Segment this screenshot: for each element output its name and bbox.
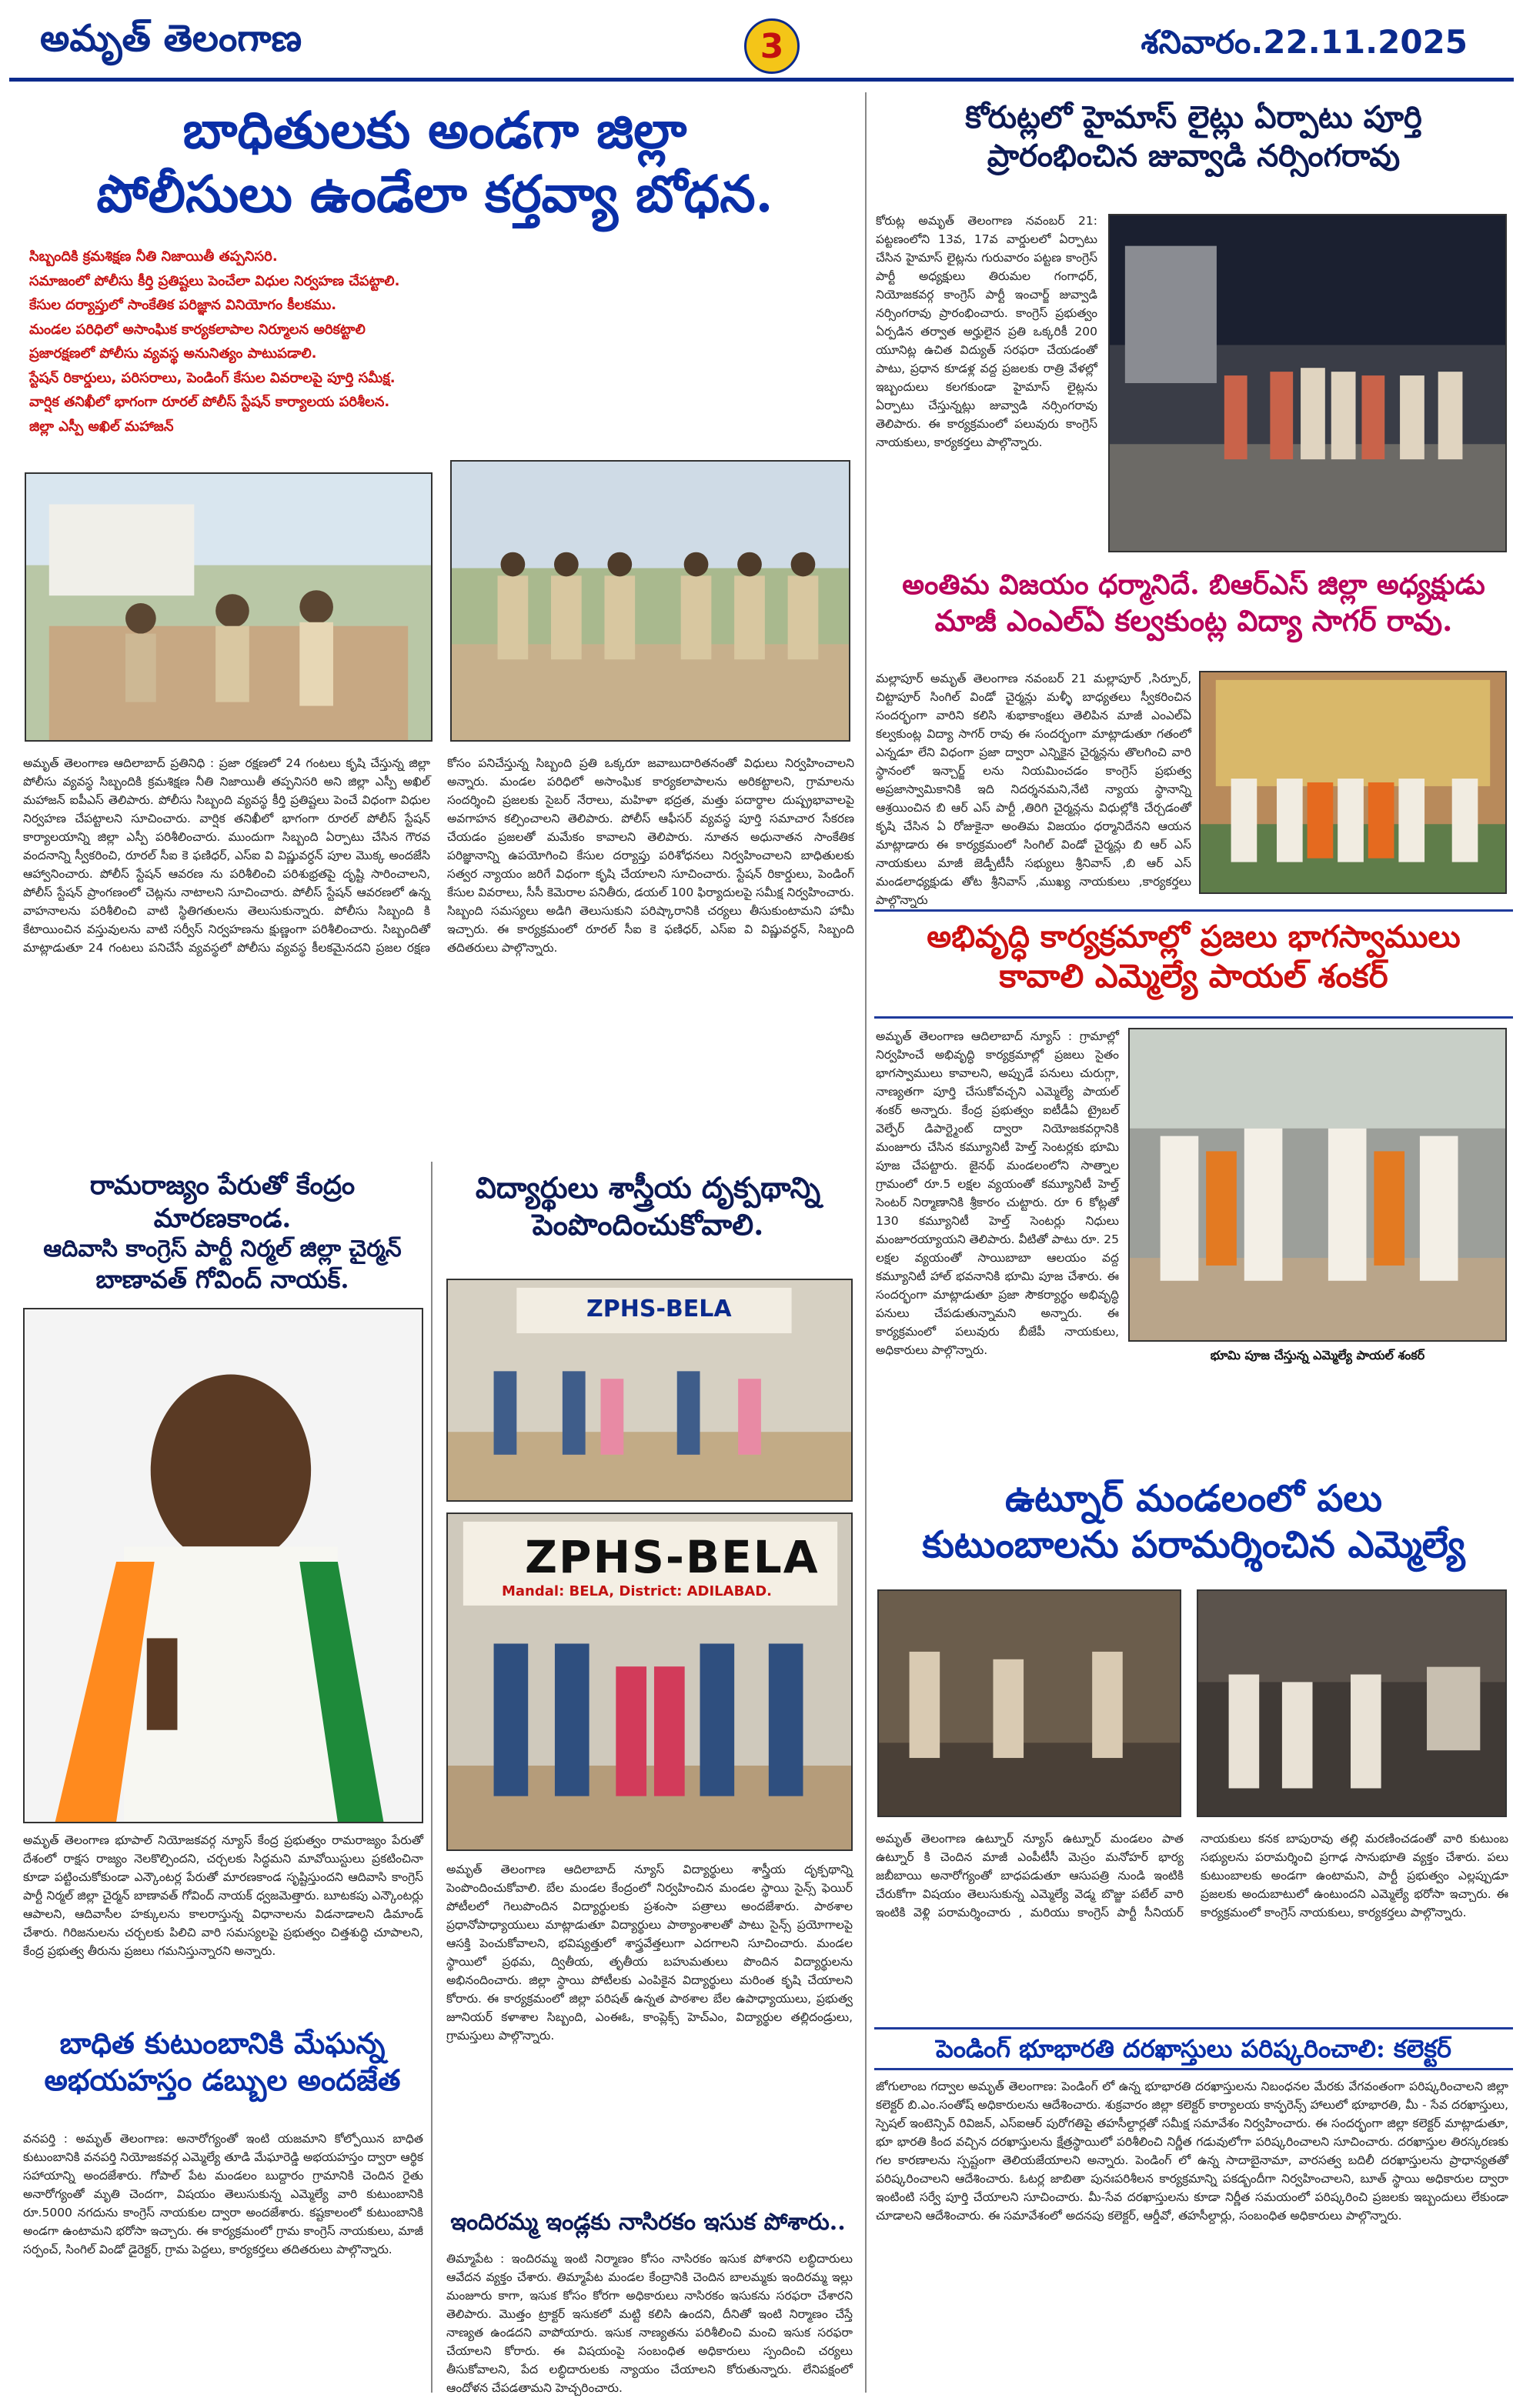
headline-line-2: పెంపొందించుకోవాలి. — [532, 1206, 764, 1242]
utnoor-article-body: అమృత్ తెలంగాణ ఉట్నూర్ న్యూస్ ఉట్నూర్ మండలం పాత ఉట్నూర్ కి చెందిన మాజీ ఎంపీటీసీ మెస్రం మనోహర్ భార్య జబీబాయి అనారోగ్యంతో బాధపడుతూ ఆసుపత్రి నుండి ఇంటికి చేరుకోగా విషయం తెలుసుకున్న ఎమ్మెల్యే వెడ్మ బొజ్జు పటేల్ వారి ఇంటికి వెళ్లి పరామర్శించారు , మరియు కాంగ్రెస్ పార్టీ సీనియర్ నాయకులు కనక బాపురావు తల్లి మరణించడంతో వారి కుటుంబ సభ్యులను పరామర్శించి ప్రగాఢ సానుభూతి వ్యక్తం చేశారు. పలు కుటుంబాలకు అండగా ఉంటామని, పార్టీ ప్రభుత్వం ఎల్లప్పుడూ ప్రజలకు అందుబాటులో ఉంటుందని ఎమ్మెల్యే భరోసా ఇచ్చారు. ఈ కార్యక్రమంలో కాంగ్రెస్ నాయకులు, కార్యకర్తలు పాల్గొన్నారు. — [876, 1832, 1508, 1920]
masthead — [9, 8, 1514, 82]
article-govind-headline — [18, 1169, 426, 1300]
brs-photo — [1199, 671, 1507, 894]
headline-line-2: పోలీసులు ఉండేలా కర్తవ్యా బోధన. — [96, 163, 773, 224]
column-divider — [431, 1162, 433, 2393]
highlight-item: కేసుల దర్యాప్తులో సాంకేతిక పరిజ్ఞాన వినియోగం కీలకము. — [29, 297, 337, 313]
highlight-item: స్టేషన్ రికార్డులు, పరిసరాలు, పెండింగ్ కేసుల వివరాలపై పూర్తి సమీక్ష. — [29, 369, 396, 386]
issue-date: శనివారం.22.11.2025 — [1141, 23, 1468, 61]
science-article-body: అమృత్ తెలంగాణ ఆదిలాబాద్ న్యూస్ విద్యార్థులు శాస్త్రీయ దృక్పథాన్ని పెంపొందించుకోవాలి. బేల మండల కేంద్రంలో నిర్వహించిన మండల స్థాయి సైన్స్ ఫెయిర్ పోటీలలో గెలుపొందిన విద్యార్థులకు ప్రశంసా పత్రాలు అందజేశారు. పాఠశాల ప్రధానోపాధ్యాయులు మాట్లాడుతూ విద్యార్థులు పాఠ్యాంశాలతో పాటు సైన్స్ ప్రయోగాలపై ఆసక్తి పెంచుకోవాలని, భవిష్యత్తులో శాస్త్రవేత్తలుగా ఎదగాలని సూచించారు. మండల స్థాయిలో ప్రథమ, ద్వితీయ, తృతీయ బహుమతులు పొందిన విద్యార్థులను అభినందించారు. జిల్లా స్థాయి పోటీలకు ఎంపికైన విద్యార్థులు మరింత కృషి చేయాలని కోరారు. ఈ కార్యక్రమంలో జిల్లా పరిషత్ ఉన్నత పాఠశాల బేల ఉపాధ్యాయులు, ప్రభుత్వ జూనియర్ కళాశాల సిబ్బంది, ఎంఈఓ, కాంప్లెక్స్ హెచ్ఎం, విద్యార్థుల తల్లిదండ్రులు, గ్రామస్తులు పాల్గొన్నారు. — [446, 1863, 853, 2043]
article-korutla-headline — [874, 98, 1513, 206]
article-brs-headline — [874, 568, 1513, 668]
school-sign-district: Mandal: BELA, District: ADILABAD. — [502, 1583, 773, 1599]
highlight-item: సమాజంలో పోలీసు కీర్తి ప్రతిష్టలు పెంచేలా విధుల నిర్వహణ చేపట్టాలి. — [29, 272, 400, 289]
payal-photo — [1128, 1028, 1507, 1342]
brs-article-body: మల్లాపూర్ అమృత్ తెలంగాణ నవంబర్ 21 మల్లాపూర్ ,సిర్పూర్, చిట్టాపూర్ సింగిల్ విండో చైర్మన్లు మళ్ళీ బాధ్యతలు స్వీకరించిన సందర్భంగా వారిని కలిసి శుభాకాంక్షలు తెలిపిన మాజీ ఎంఎల్ఏ కల్వకుంట్ల విద్యా సాగర్ రావు ఈ సందర్భంగా మాట్లాడుతూ గతంలో ఎన్నడూ లేని విధంగా ప్రజా ద్వారా ఎన్నికైన చైర్మన్లను తొలగించి వారి స్థానంలో ఇన్చార్జ్ లను నియమించడం కాంగ్రెస్ ప్రభుత్వ అప్రజాస్వామికానికి ఇది నిదర్శనమని,నేటి న్యాయ స్థానాన్ని ఆశ్రయించిన బి ఆర్ ఎస్ పార్టీ ,తిరిగి చైర్మన్లను విధుల్లోకి చేర్చడంతో కృషి చేసిన ఏ రోజుకైనా అంతిమ విజయం ధర్మానిదేనని ఆయన మాట్లాడారు ఈ కార్యక్రమంలో సింగిల్ విండో చైర్మన్లు బి ఆర్ ఎస్ నాయకులు మాజీ జెడ్పీటీసీ సభ్యులు శ్రీనివాస్ ,బి ఆర్ ఎస్ మండలాధ్యక్షుడు తోట శ్రీనివాస్ ,ముఖ్య నాయకులు ,కార్యకర్తలు పాల్గొన్నారు — [876, 672, 1191, 908]
utnoor-photo-1 — [877, 1589, 1181, 1817]
headline-line-1: రామరాజ్యం పేరుతో కేంద్రం మారణకాండ. — [89, 1170, 356, 1234]
headline-line-2: ప్రారంభించిన జువ్వాడి నర్సింగరావు — [987, 138, 1401, 174]
newspaper-title: అమృత్ తెలంగాణ — [40, 16, 302, 60]
headline-line-1: విద్యార్థులు శాస్త్రీయ దృక్పథాన్ని — [475, 1170, 821, 1205]
highlight-item: వార్షిక తనిఖీలో భాగంగా రూరల్ పోలీస్ స్టేషన్ కార్యాలయ పరిశీలన. — [29, 394, 390, 410]
article-sand-headline — [440, 2208, 856, 2248]
collector-article-body: జోగులాంబ గద్వాల అమృత్ తెలంగాణ: పెండింగ్ లో ఉన్న భూభారతి దరఖాస్తులను నిబంధనల మేరకు వేగవంతంగా పరిష్కరించాలని జిల్లా కలెక్టర్ బి.ఎం.సంతోష్ అధికారులను ఆదేశించారు. శుక్రవారం జిల్లా కలెక్టర్ కార్యాలయ కాన్ఫరెన్స్ హాలులో భూభారతి, మీ - సేవ దరఖాస్తులు, స్పెషల్ ఇంటెన్సివ్ రివిజన్, ఎస్ఐఆర్ పురోగతిపై తహసీల్దార్లతో సమీక్ష సమావేశం నిర్వహించారు. ఈ సందర్భంగా జిల్లా కలెక్టర్ మాట్లాడుతూ, భూ భారతి కింద వచ్చిన దరఖాస్తులను క్షేత్రస్థాయిలో పరిశీలించి నిర్ణీత గడువులోగా పరిష్కరించాలని సూచించారు. దరఖాస్తుల తిరస్కరణకు గల కారణాలను స్పష్టంగా తెలియజేయాలని అన్నారు. పెండింగ్ లో ఉన్న సాదాబైనామా, వారసత్వ బదిలీ దరఖాస్తులను ప్రాధాన్యతతో పరిష్కరించాలని ఆదేశించారు. ఓటర్ల జాబితా పునఃపరిశీలన కార్యక్రమాన్ని పకడ్బందీగా నిర్వహించాలని, బూత్ స్థాయి అధికారుల ద్వారా ఇంటింటి సర్వే పూర్తి చేయాలని సూచించారు. మీ-సేవ దరఖాస్తులను కూడా నిర్ణీత సమయంలో పరిష్కరించి ప్రజలకు ఇబ్బందులు లేకుండా చూడాలని ఆదేశించారు. ఈ సమావేశంలో అదనపు కలెక్టర్, ఆర్డీవో, తహసీల్దార్లు, సంబంధిత అధికారులు పాల్గొన్నారు. — [876, 2079, 1508, 2223]
zphs-bela-photo-1 — [446, 1279, 853, 1502]
headline-line-2: మాజీ ఎంఎల్ఏ కల్వకుంట్ల విద్యా సాగర్ రావు. — [934, 603, 1453, 638]
police-photo-1 — [25, 472, 433, 742]
police-photo-2 — [450, 460, 850, 742]
payal-photo-caption: భూమి పూజ చేస్తున్న ఎమ్మెల్యే పాయల్ శంకర్ — [1210, 1348, 1425, 1362]
headline-line-2: కుటుంబాలను పరామర్శించిన ఎమ్మెల్యే — [922, 1523, 1465, 1566]
zphs-bela-photo-2 — [446, 1513, 853, 1851]
highlight-item: జిల్లా ఎస్పీ అఖిల్ మహాజన్ — [29, 418, 174, 435]
article-utnoor-headline — [874, 1476, 1513, 1579]
column-divider — [865, 92, 867, 2393]
page-number-badge: 3 — [744, 18, 800, 74]
headline-line-3: బాణావత్ గోవింద్ నాయక్. — [95, 1264, 349, 1294]
utnoor-photo-2 — [1197, 1589, 1507, 1817]
govind-article-body: అమృత్ తెలంగాణ భూపాల్ నియోజకవర్గ న్యూస్ కేంద్ర ప్రభుత్వం రామరాజ్యం పేరుతో దేశంలో రాక్షస రాజ్యం నెలకొల్పిందని, చర్చలకు సిద్ధమని మావోయిస్టులు ప్రకటించినా కూడా పట్టించుకోకుండా ఎన్కౌంటర్ల పేరుతో మారణకాండ సృష్టిస్తుందని ఆదివాసి కాంగ్రెస్ పార్టీ నిర్మల్ జిల్లా చైర్మన్ బాణావత్ గోవింద్ నాయక్ ధ్వజమెత్తారు. బూటకపు ఎన్కౌంటర్లు ఆపాలని, ఆదివాసీల హక్కులను కాలరాస్తున్న విధానాలను విడనాడాలని డిమాండ్ చేశారు. గిరిజనులను చర్చలకు పిలిచి వారి సమస్యలపై ప్రభుత్వం చిత్తశుద్ధి చూపాలని, కేంద్ర ప్రభుత్వ తీరును ప్రజలు గమనిస్తున్నారని అన్నారు. — [23, 1833, 423, 1959]
headline-line-1: ఉట్నూర్ మండలంలో పలు — [1004, 1477, 1383, 1520]
article-megha-headline — [18, 2025, 426, 2123]
article-payal-headline — [874, 909, 1513, 1019]
headline-line-1: బాధితులకు అండగా జిల్లా — [182, 100, 687, 160]
korutla-article-body: కోరుట్ల అమృత్ తెలంగాణ నవంబర్ 21: పట్టణంలోని 13వ, 17వ వార్డులలో ఏర్పాటు చేసిన హైమాస్ లైట్లను గురువారం పట్టణ కాంగ్రెస్ పార్టీ అధ్యక్షులు తిరుమల గంగాధర్, నియోజకవర్గ కాంగ్రెస్ పార్టీ ఇంచార్జ్ జువ్వాడి నర్సింగరావు ప్రారంభించారు. కాంగ్రెస్ ప్రభుత్వం ఏర్పడిన తర్వాత అర్హులైన ప్రతి ఒక్కరికీ 200 యూనిట్ల ఉచిత విద్యుత్ సరఫరా చేయడంతో పాటు, ప్రధాన కూడళ్ల వద్ద ప్రజలకు రాత్రి వేళల్లో ఇబ్బందులు కలగకుండా హైమాస్ లైట్లను ఏర్పాటు చేస్తున్నట్లు జువ్వాడి నర్సింగరావు తెలిపారు. ఈ కార్యక్రమంలో పలువురు కాంగ్రెస్ నాయకులు, కార్యకర్తలు పాల్గొన్నారు. — [876, 214, 1097, 450]
school-sign-2: ZPHS-BELA — [525, 1531, 820, 1583]
police-article-body: అమృత్ తెలంగాణ ఆదిలాబాద్ ప్రతినిధి : ప్రజా రక్షణలో 24 గంటలు కృషి చేస్తున్న జిల్లా పోలీసు వ్యవస్థ సిబ్బందికి క్రమశిక్షణ నీతి నిజాయితీ తప్పనిసరి అని జిల్లా ఎస్పీ అఖిల్ మహాజన్ ఐపీఎస్ తెలిపారు. పోలీసు సిబ్బంది వ్యవస్థ కీర్తి ప్రతిష్టలు పెంచే విధంగా విధుల నిర్వహణ చేపట్టాలని సూచించారు. వార్షిక తనిఖీలో భాగంగా రూరల్ పోలీస్ స్టేషన్ కార్యాలయాన్ని జిల్లా ఎస్పీ పరిశీలించారు. ముందుగా సిబ్బంది ఏర్పాటు చేసిన గౌరవ వందనాన్ని స్వీకరించి, రూరల్ సీఐ కె ఫణిధర్, ఎస్ఐ వి విష్ణువర్ధన్ పూల మొక్క అందజేసి ఆహ్వానించారు. పోలీస్ స్టేషన్ ఆవరణ ను పరిశీలించి పరిశుభ్రతపై దృష్టి సారించాలని, పోలీస్ స్టేషన్ ప్రాంగణంలో చెట్లను నాటాలని సూచించారు. పోలీస్ స్టేషన్ ఆవరణలో ఉన్న వాహనాలను పరిశీలించి వాటి స్థితిగతులను తెలుసుకున్నారు. పోలీసు సిబ్బంది కి కేటాయించిన వస్తువులను వాటి సర్వీస్ నిర్వహణను క్షుణ్ణంగా పరిశీలించారు. సిబ్బందితో మాట్లాడుతూ 24 గంటలు పనిచేసే వ్యవస్థలో పోలీసు వ్యవస్థ కీలకమైనదని ప్రజల రక్షణ కోసం పనిచేస్తున్న సిబ్బంది ప్రతి ఒక్కరూ జవాబుదారితనంతో విధులు నిర్వహించాలని అన్నారు. మండల పరిధిలో అసాంఘిక కార్యకలాపాలను అరికట్టాలని, గ్రామాలను సందర్శించి ప్రజలకు సైబర్ నేరాలు, మహిళా భద్రత, మత్తు పదార్థాల దుష్ప్రభావాలపై అవగాహన కల్పించాలని తెలిపారు. పోలీస్ ఆఫీసర్ వ్యవస్థ పూర్తి సమాచార సేకరణ చేయడం ప్రజలతో మమేకం కావాలని తెలిపారు. నూతన అధునాతన సాంకేతిక పరిజ్ఞానాన్ని ఉపయోగించి కేసుల దర్యాప్తు పరిశోధనలు నిర్వహించాలని బాధితులకు సత్వర న్యాయం జరిగే విధంగా కృషి చేయాలని సూచించారు. స్టేషన్ రికార్డులు, పెండింగ్ కేసుల వివరాలు, సీసీ కెమెరాల పనితీరు, డయల్ 100 ఫిర్యాదులపై సమీక్ష నిర్వహించారు. సిబ్బంది సమస్యలు అడిగి తెలుసుకుని పరిష్కారానికి చర్యలు తీసుకుంటామని హామీ ఇచ్చారు. ఈ కార్యక్రమంలో రూరల్ సీఐ కె ఫణిధర్, ఎస్ఐ వి విష్ణువర్ధన్, సిబ్బంది తదితరులు పాల్గొన్నారు. — [23, 756, 854, 956]
govind-naik-portrait — [23, 1308, 423, 1823]
headline-text: పెండింగ్ భూభారతి దరఖాస్తులు పరిష్కరించాలి: కలెక్టర్ — [935, 2034, 1452, 2063]
headline-text: ఇందిరమ్మ ఇండ్లకు నాసిరకం ఇసుక పోశారు.. — [450, 2209, 846, 2236]
sand-article-body: తిమ్మాపేట : ఇందిరమ్మ ఇంటి నిర్మాణం కోసం నాసిరకం ఇసుక పోశారని లబ్ధిదారులు ఆవేదన వ్యక్తం చేశారు. తిమ్మాపేట మండల కేంద్రానికి చెందిన బాలమ్మకు ఇందిరమ్మ ఇల్లు మంజూరు కాగా, ఇసుక కోసం కోరగా అధికారులు నాసిరకం ఇసుకను సరఫరా చేశారని తెలిపారు. మొత్తం ట్రాక్టర్ ఇసుకలో మట్టి కలిసి ఉందని, దీనితో ఇంటి నిర్మాణం చేస్తే నాణ్యత ఉండదని వాపోయారు. ఇసుక నాణ్యతను పరిశీలించి మంచి ఇసుక సరఫరా చేయాలని కోరారు. ఈ విషయంపై సంబంధిత అధికారులు స్పందించి చర్యలు తీసుకోవాలని, పేద లబ్ధిదారులకు న్యాయం చేయాలని కోరుతున్నారు. లేనిపక్షంలో ఆందోళన చేపడతామని హెచ్చరించారు. — [446, 2252, 853, 2396]
korutla-photo — [1108, 214, 1507, 552]
headline-line-2: ఆదివాసి కాంగ్రెస్ పార్టీ నిర్మల్ జిల్లా చైర్మన్ — [43, 1236, 402, 1262]
headline-line-1: అంతిమ విజయం ధర్మానిదే. బిఆర్ఎస్ జిల్లా అధ్యక్షుడు — [902, 569, 1485, 601]
payal-article-body-1: అమృత్ తెలంగాణ ఆదిలాబాద్ న్యూస్ : గ్రామాల్లో నిర్వహించే అభివృద్ధి కార్యక్రమాల్లో ప్రజలు సైతం భాగస్వాములు కావాలని, అప్పుడే పనులు చురుగ్గా, నాణ్యతగా పూర్తి చేసుకోవచ్చని ఎమ్మెల్యే పాయల్ శంకర్ అన్నారు. కేంద్ర ప్రభుత్వం ఐటీడీఏ ట్రైబల్ వెల్ఫేర్ డిపార్ట్మెంట్ ద్వారా నియోజకవర్గానికి మంజూరు చేసిన కమ్యూనిటీ హెల్త్ సెంటర్లకు భూమి పూజ చేపట్టారు. జైనథ్ మండలంలోని సాత్నాల గ్రామంలో రూ.5 లక్షల వ్యయంతో కమ్యూనిటీ హెల్త్ సెంటర్ నిర్మాణానికి శ్రీకారం చుట్టారు. రూ 6 కోట్లతో 130 కమ్యూనిటీ హెల్త్ సెంటర్లు నిధులు మంజూరయ్యాయని తెలిపారు. వీటితో పాటు రూ. 25 లక్షల వ్యయంతో సాయిబాబా ఆలయం వద్ద కమ్యూనిటీ హాల్ భవనానికి భూమి పూజ చేశారు. ఈ సందర్భంగా మాట్లాడుతూ ప్రజా సౌకర్యార్థం అభివృద్ధి పనులు చేపడుతున్నామని అన్నారు. ఈ కార్యక్రమంలో పలువురు బీజేపీ నాయకులు, అధికారులు పాల్గొన్నారు. — [876, 1029, 1119, 1358]
headline-line-2: కావాలి ఎమ్మెల్యే పాయల్ శంకర్ — [999, 957, 1388, 995]
highlight-item: ప్రజారక్షణలో పోలీసు వ్యవస్థ అనునిత్యం పాటుపడాలి. — [29, 345, 317, 362]
headline-line-1: బాధిత కుటుంబానికి మేఘన్న — [59, 2026, 386, 2060]
article-police-headline — [15, 98, 854, 245]
article-collector-headline — [874, 2027, 1513, 2070]
highlight-item: సిబ్బందికి క్రమశిక్షణ నీతి నిజాయితీ తప్పనిసరి. — [29, 248, 278, 265]
article-science-headline — [440, 1169, 856, 1273]
highlight-item: మండల పరిధిలో అసాంఘిక కార్యకలాపాల నిర్మూలన అరికట్టాలి — [29, 321, 366, 338]
megha-article-body: వనపర్తి : అమృత్ తెలంగాణ: అనారోగ్యంతో ఇంటి యజమాని కోల్పోయిన బాధిత కుటుంబానికి వనపర్తి నియోజకవర్గ ఎమ్మెల్యే తూడి మేఘారెడ్డి అభయహస్తం ద్వారా ఆర్థిక సహాయాన్ని అందజేశారు. గోపాల్ పేట మండలం బుద్దారం గ్రామానికి చెందిన రైతు అనారోగ్యంతో మృతి చెందగా, విషయం తెలుసుకున్న ఎమ్మెల్యే వారి కుటుంబానికి రూ.5000 నగదును కాంగ్రెస్ నాయకుల ద్వారా అందజేశారు. కష్టకాలంలో కుటుంబానికి అండగా ఉంటామని భరోసా ఇచ్చారు. ఈ కార్యక్రమంలో గ్రామ కాంగ్రెస్ నాయకులు, మాజీ సర్పంచ్, సింగిల్ విండో డైరెక్టర్, గ్రామ పెద్దలు, కార్యకర్తలు తదితరులు పాల్గొన్నారు. — [23, 2132, 423, 2257]
police-highlights-list — [29, 245, 845, 452]
headline-line-1: కోరుట్లలో హైమాస్ లైట్లు ఏర్పాటు పూర్తి — [965, 99, 1422, 135]
headline-line-1: అభివృద్ధి కార్యక్రమాల్లో ప్రజలు భాగస్వాములు — [927, 919, 1461, 955]
school-sign-1: ZPHS-BELA — [586, 1296, 732, 1322]
headline-line-2: అభయహస్తం డబ్బుల అందజేత — [44, 2062, 401, 2097]
